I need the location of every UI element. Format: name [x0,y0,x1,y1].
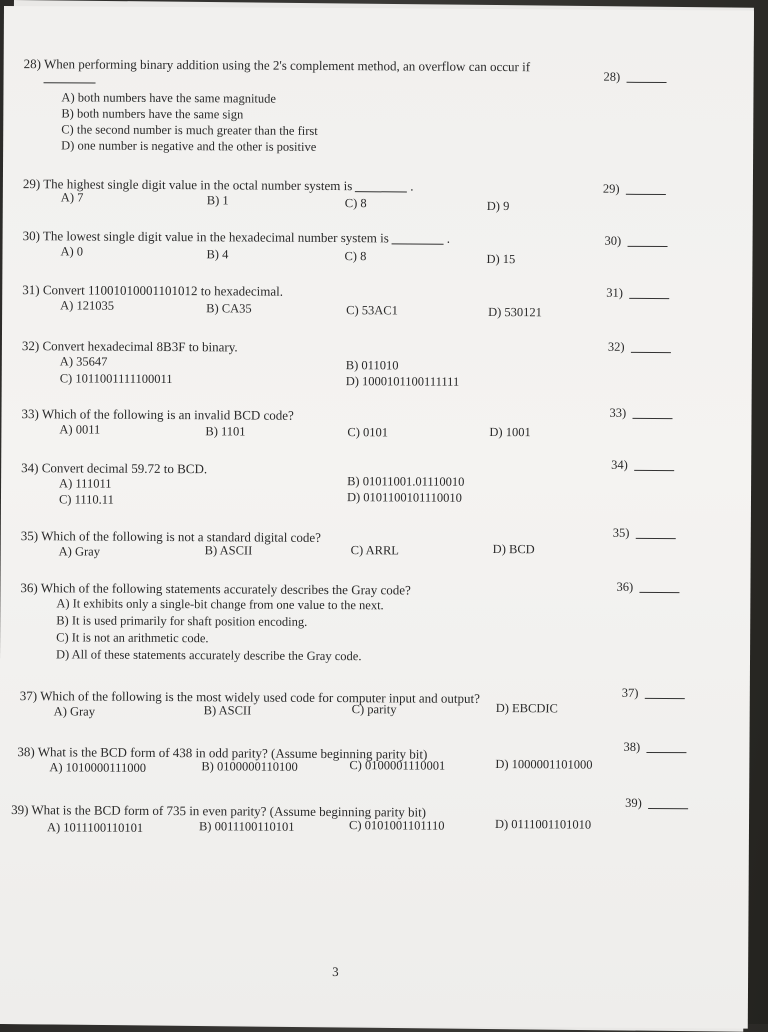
option-a[interactable]: A) 111011 [59,476,112,491]
option-b[interactable]: B) 0100000110100 [201,759,298,774]
option-c[interactable]: C) 1110.11 [58,492,114,507]
option-a[interactable]: A) 0 [60,244,84,259]
option-d[interactable]: D) BCD [492,541,535,557]
question-stem: 31) Convert 11001010001101012 to hexadecimal. [22,282,284,299]
exam-page [0,6,754,1029]
answer-slot[interactable] [625,796,688,811]
stem-text: 30) The lowest single digit value in the hexadecimal number system is [22,228,389,246]
option-b[interactable]: B) 0011100110101 [198,819,295,834]
option-b[interactable]: B) both numbers have the same sign [61,106,244,122]
option-c[interactable]: C) 1011001111100011 [59,371,173,387]
answer-line[interactable] [634,470,674,471]
question-stem: 38) What is the BCD form of 438 in odd parity? (Assume beginning parity bit) [17,744,428,762]
option-b[interactable]: B) 4 [206,247,229,262]
option-d[interactable]: D) All of these statements accurately describe the Gray code. [55,647,362,664]
stem-end: . [446,230,451,246]
answer-label: 28) [603,69,621,84]
option-d[interactable]: D) 9 [486,198,510,214]
option-d[interactable]: D) 1001 [489,424,531,440]
answer-line[interactable] [648,808,688,809]
option-a[interactable]: A) It exhibits only a single-bit change from one value to the next. [56,596,384,613]
answer-blank-inline[interactable] [392,243,444,244]
option-c[interactable]: C) 8 [344,196,367,211]
answer-line[interactable] [632,418,672,419]
answer-line[interactable] [644,698,684,699]
answer-line[interactable] [627,246,667,247]
option-c[interactable]: C) ARRL [350,543,400,558]
answer-slot[interactable] [603,182,666,197]
option-b[interactable]: B) 011010 [345,358,399,373]
option-b[interactable]: B) ASCII [204,543,253,558]
option-d[interactable]: D) 0111001101010 [494,817,592,832]
question-stem: 36) Which of the following statements accurately describes the Gray code? [20,580,411,598]
answer-blank-inline[interactable] [355,191,407,192]
option-d[interactable]: D) 0101100101110010 [346,490,462,505]
option-d[interactable]: D) 1000001101000 [495,757,593,772]
option-d[interactable]: D) 530121 [488,304,543,320]
option-b[interactable]: B) 01011001.01110010 [347,474,465,489]
answer-line[interactable] [639,592,679,593]
option-b[interactable]: B) 1 [206,193,229,208]
answer-label: 39) [625,795,642,810]
option-d[interactable]: D) 15 [486,251,516,267]
answer-label: 30) [604,233,622,248]
question-stem: 33) Which of the following is an invalid BCD code? [21,406,294,423]
answer-line[interactable] [635,538,675,539]
option-c[interactable]: C) parity [351,702,397,717]
option-c[interactable]: C) 0101 [347,425,389,440]
answer-line[interactable] [631,352,671,353]
answer-slot[interactable] [613,526,676,541]
answer-label: 29) [602,181,620,196]
option-b[interactable]: B) CA35 [206,301,252,316]
option-d[interactable]: D) one number is negative and the other is positive [61,138,317,154]
answer-slot[interactable] [605,234,668,249]
option-c[interactable]: C) the second number is much greater than the first [61,122,318,138]
answer-label: 32) [607,339,625,354]
option-c[interactable]: C) 0100001110001 [349,758,446,773]
answer-line[interactable] [626,194,666,195]
answer-slot[interactable] [606,286,669,301]
option-d[interactable]: D) EBCDIC [495,701,558,716]
answer-slot[interactable] [609,406,672,421]
answer-slot[interactable] [623,740,686,755]
option-c[interactable]: C) 8 [344,249,367,264]
option-a[interactable]: A) 0011 [59,422,101,437]
stem-end: . [410,178,414,194]
answer-line[interactable] [646,752,686,753]
question-stem: 39) What is the BCD form of 735 in even parity? (Assume beginning parity bit) [11,802,427,820]
answer-line[interactable] [626,82,666,83]
answer-slot[interactable] [611,458,674,473]
option-a[interactable]: A) both numbers have the same magnitude [61,90,277,106]
question-stem: 28) When performing binary addition using the 2's complement method, an overflow can occur if [23,56,531,75]
answer-blank-inline[interactable] [44,82,96,83]
option-a[interactable]: A) 1011100110101 [46,820,144,835]
answer-label: 38) [623,739,641,754]
option-c[interactable]: C) It is not an arithmetic code. [56,630,209,646]
answer-slot[interactable] [604,70,667,85]
answer-label: 31) [606,285,623,300]
option-c[interactable]: C) 53AC1 [346,303,398,318]
answer-slot[interactable] [622,686,685,701]
option-c[interactable]: C) 0101001101110 [348,818,445,833]
option-a[interactable]: A) 35647 [59,354,108,369]
option-a[interactable]: A) Gray [58,544,101,559]
question-stem: 35) Which of the following is not a standard digital code? [20,528,321,545]
answer-label: 34) [611,457,628,472]
option-a[interactable]: A) 121035 [60,298,115,313]
question-stem: 32) Convert hexadecimal 8B3F to binary. [21,338,238,355]
stem-text: 29) The highest single digit value in the octal number system is [22,176,353,194]
question-stem: 37) Which of the following is the most widely used code for computer input and output? [19,688,480,706]
question-stem: 34) Convert decimal 59.72 to BCD. [21,460,208,477]
option-d[interactable]: D) 1000101100111111 [345,374,460,389]
page-number: 3 [332,964,339,980]
answer-line[interactable] [629,298,669,299]
answer-label: 35) [612,525,630,540]
option-a[interactable]: A) Gray [53,704,96,719]
option-b[interactable]: B) ASCII [203,703,252,718]
answer-slot[interactable] [608,340,671,355]
option-a[interactable]: A) 1010000111000 [49,760,147,775]
answer-slot[interactable] [616,580,679,595]
option-a[interactable]: A) 7 [60,190,84,205]
answer-label: 37) [621,685,639,700]
answer-label: 33) [609,405,627,420]
answer-label: 36) [616,579,634,594]
option-b[interactable]: B) 1101 [205,424,246,439]
option-b[interactable]: B) It is used primarily for shaft position encoding. [56,613,308,629]
question-stem [23,228,451,247]
